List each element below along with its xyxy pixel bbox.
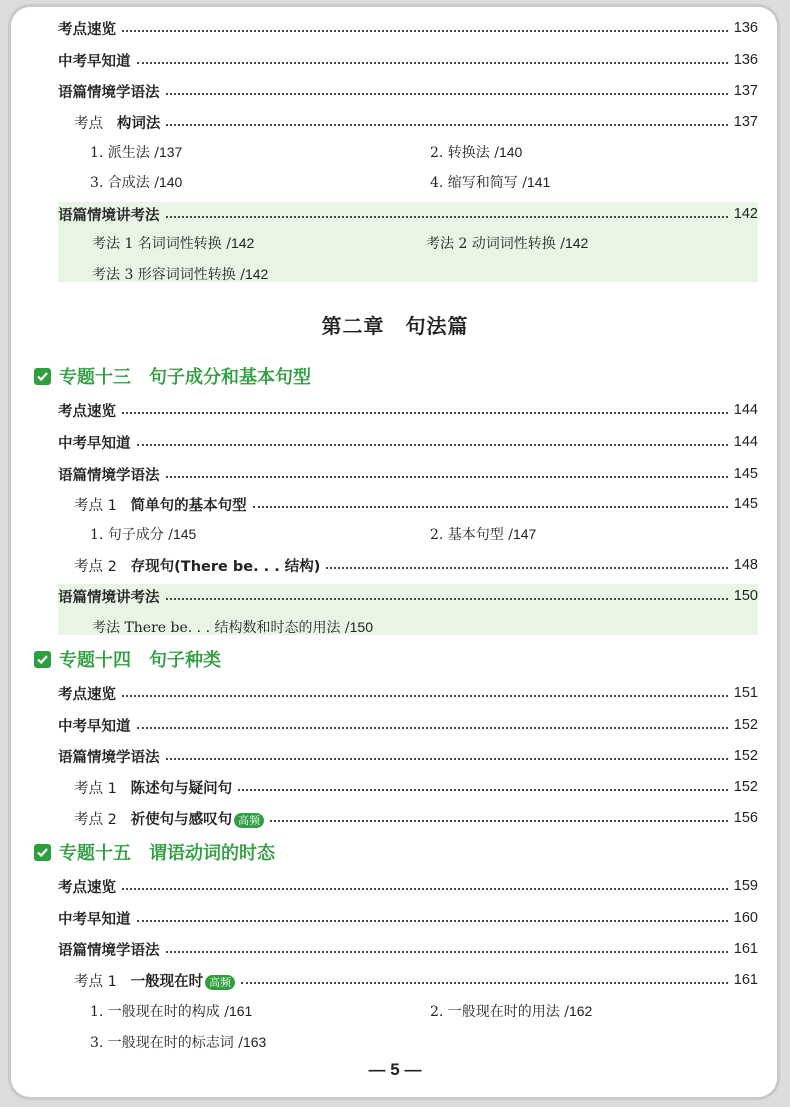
method-item[interactable]: 考法 2 动词词性转换 / 142 [426, 235, 589, 252]
page-footer-number: — 5 — [368, 1060, 422, 1079]
chapter-title: 第二章 句法篇 [321, 314, 469, 338]
kaodian-title: 存现句(There be. . . 结构) [130, 558, 321, 575]
leader-dots [137, 727, 728, 729]
row-label: 中考早知道 [58, 718, 131, 735]
row-label [74, 112, 160, 133]
page-number: 136 [733, 20, 758, 36]
kaodian-title: 构词法 [116, 115, 161, 132]
page-number: 147 [512, 526, 537, 542]
kaodian-title: 祈使句与感叹句 [130, 811, 233, 828]
kaodian-title: 一般现在时 [130, 973, 204, 990]
leader-dots [122, 412, 728, 414]
toc-row[interactable] [58, 460, 758, 488]
leader-dots [166, 951, 728, 953]
page-number: 141 [526, 174, 551, 190]
row-label [74, 777, 232, 798]
kaodian-prefix: 考点 1 [74, 497, 117, 514]
page-number: 142 [244, 266, 269, 282]
leader-dots [166, 216, 728, 218]
toc-row-kaodian[interactable] [74, 551, 758, 579]
row-label: 语篇情境讲考法 [58, 589, 160, 606]
page-number: 145 [733, 466, 758, 482]
toc-row[interactable] [58, 679, 758, 707]
kaodian-prefix: 考点 2 [74, 811, 117, 828]
toc-row-kaodian[interactable] [74, 804, 758, 832]
page-number: 145 [172, 526, 197, 542]
topic-heading[interactable] [34, 646, 221, 672]
leader-dots [122, 695, 728, 697]
checkbox-icon [34, 368, 51, 385]
row-label: 语篇情境学语法 [58, 467, 160, 484]
page-number: 140 [158, 174, 183, 190]
page-number: 140 [498, 144, 523, 160]
method-item[interactable]: 考法 3 形容词词性转换 / 142 [92, 266, 269, 283]
toc-row[interactable] [58, 935, 758, 963]
row-label: 语篇情境学语法 [58, 84, 160, 101]
page-number: 136 [733, 52, 758, 68]
toc-row[interactable] [58, 14, 758, 42]
leader-dots [241, 982, 728, 984]
toc-row[interactable] [58, 711, 758, 739]
page-number: 150 [733, 588, 758, 604]
sub-item[interactable]: 4. 缩写和简写 / 141 [430, 174, 551, 191]
row-label [74, 494, 247, 515]
row-label [74, 555, 320, 576]
row-label: 考点速览 [58, 403, 116, 420]
page-number: 144 [733, 434, 758, 450]
page-number: 159 [733, 878, 758, 894]
toc-row[interactable] [58, 200, 758, 228]
row-label: 考点速览 [58, 879, 116, 896]
toc-row[interactable] [58, 396, 758, 424]
page-number: 152 [733, 748, 758, 764]
toc-row[interactable] [58, 46, 758, 74]
sub-item[interactable]: 2. 转换法 / 140 [430, 144, 523, 161]
kaodian-title: 简单句的基本句型 [130, 497, 247, 514]
row-label: 考点速览 [58, 21, 116, 38]
page-number: 160 [733, 910, 758, 926]
toc-row[interactable] [58, 872, 758, 900]
leader-dots [326, 567, 727, 569]
sub-item[interactable]: 1. 句子成分 / 145 [90, 526, 197, 543]
row-label [74, 808, 264, 829]
row-label: 语篇情境学语法 [58, 749, 160, 766]
page-number: 151 [733, 685, 758, 701]
kaodian-title: 陈述句与疑问句 [130, 780, 233, 797]
sub-item[interactable]: 3. 一般现在时的标志词 / 163 [90, 1034, 267, 1051]
row-label [74, 970, 235, 991]
topic-heading[interactable] [34, 363, 311, 389]
leader-dots [166, 476, 728, 478]
sub-item[interactable]: 1. 一般现在时的构成 / 161 [90, 1003, 253, 1020]
page-number: 150 [349, 619, 373, 635]
toc-row[interactable] [58, 428, 758, 456]
row-label: 中考早知道 [58, 435, 131, 452]
high-frequency-badge: 高频 [234, 813, 264, 828]
leader-dots [166, 758, 728, 760]
kaodian-prefix: 考点 1 [74, 780, 117, 797]
toc-row-kaodian[interactable] [74, 773, 758, 801]
toc-row[interactable] [58, 77, 758, 105]
toc-row[interactable] [58, 904, 758, 932]
page-number: 152 [733, 717, 758, 733]
leader-dots [137, 444, 728, 446]
sub-item[interactable]: 1. 派生法 / 137 [90, 144, 183, 161]
leader-dots [122, 30, 728, 32]
leader-dots [270, 820, 728, 822]
topic-title: 专题十三 句子成分和基本句型 [59, 367, 311, 388]
row-label: 语篇情境讲考法 [58, 207, 160, 224]
page-number: 161 [733, 941, 758, 957]
row-label: 中考早知道 [58, 53, 131, 70]
row-label: 考点速览 [58, 686, 116, 703]
sub-item[interactable]: 3. 合成法 / 140 [90, 174, 183, 191]
toc-row-kaodian[interactable] [74, 490, 758, 518]
topic-title: 专题十五 谓语动词的时态 [59, 843, 275, 864]
high-frequency-badge: 高频 [205, 975, 235, 990]
page-number: 161 [733, 972, 758, 988]
leader-dots [122, 888, 728, 890]
toc-row-kaodian[interactable] [74, 108, 758, 136]
kaodian-prefix: 考点 [74, 115, 103, 132]
page-number: 137 [733, 83, 758, 99]
leader-dots [137, 62, 728, 64]
kaodian-prefix: 考点 2 [74, 558, 117, 575]
row-label: 中考早知道 [58, 911, 131, 928]
page-number: 163 [242, 1034, 267, 1050]
page-number: 145 [733, 496, 758, 512]
toc-row[interactable] [58, 582, 758, 610]
checkbox-icon [34, 844, 51, 861]
method-item[interactable]: 考法 1 名词词性转换 / 142 [92, 235, 255, 252]
topic-title: 专题十四 句子种类 [59, 650, 221, 671]
leader-dots [137, 920, 728, 922]
topic-heading[interactable] [34, 839, 275, 865]
page-number: 137 [733, 114, 758, 130]
page-number: 137 [158, 144, 183, 160]
page-number: 156 [733, 810, 758, 826]
method-item[interactable]: 考法 There be. . . 结构数和时态的用法 / 150 [92, 619, 373, 636]
row-label: 语篇情境学语法 [58, 942, 160, 959]
page-number: 142 [230, 235, 255, 251]
leader-dots [253, 506, 728, 508]
page-number: 152 [733, 779, 758, 795]
leader-dots [238, 789, 728, 791]
page-number: 142 [733, 206, 758, 222]
page-number: 144 [733, 402, 758, 418]
leader-dots [166, 124, 727, 126]
sub-item[interactable]: 2. 一般现在时的用法 / 162 [430, 1003, 593, 1020]
page-number: 148 [733, 557, 758, 573]
page-number: 142 [564, 235, 589, 251]
toc-row-kaodian[interactable] [74, 966, 758, 994]
page-number: 162 [568, 1003, 593, 1019]
page-number: 161 [228, 1003, 253, 1019]
leader-dots [166, 598, 728, 600]
checkbox-icon [34, 651, 51, 668]
kaodian-prefix: 考点 1 [74, 973, 117, 990]
sub-item[interactable]: 2. 基本句型 / 147 [430, 526, 537, 543]
toc-row[interactable] [58, 742, 758, 770]
leader-dots [166, 93, 728, 95]
